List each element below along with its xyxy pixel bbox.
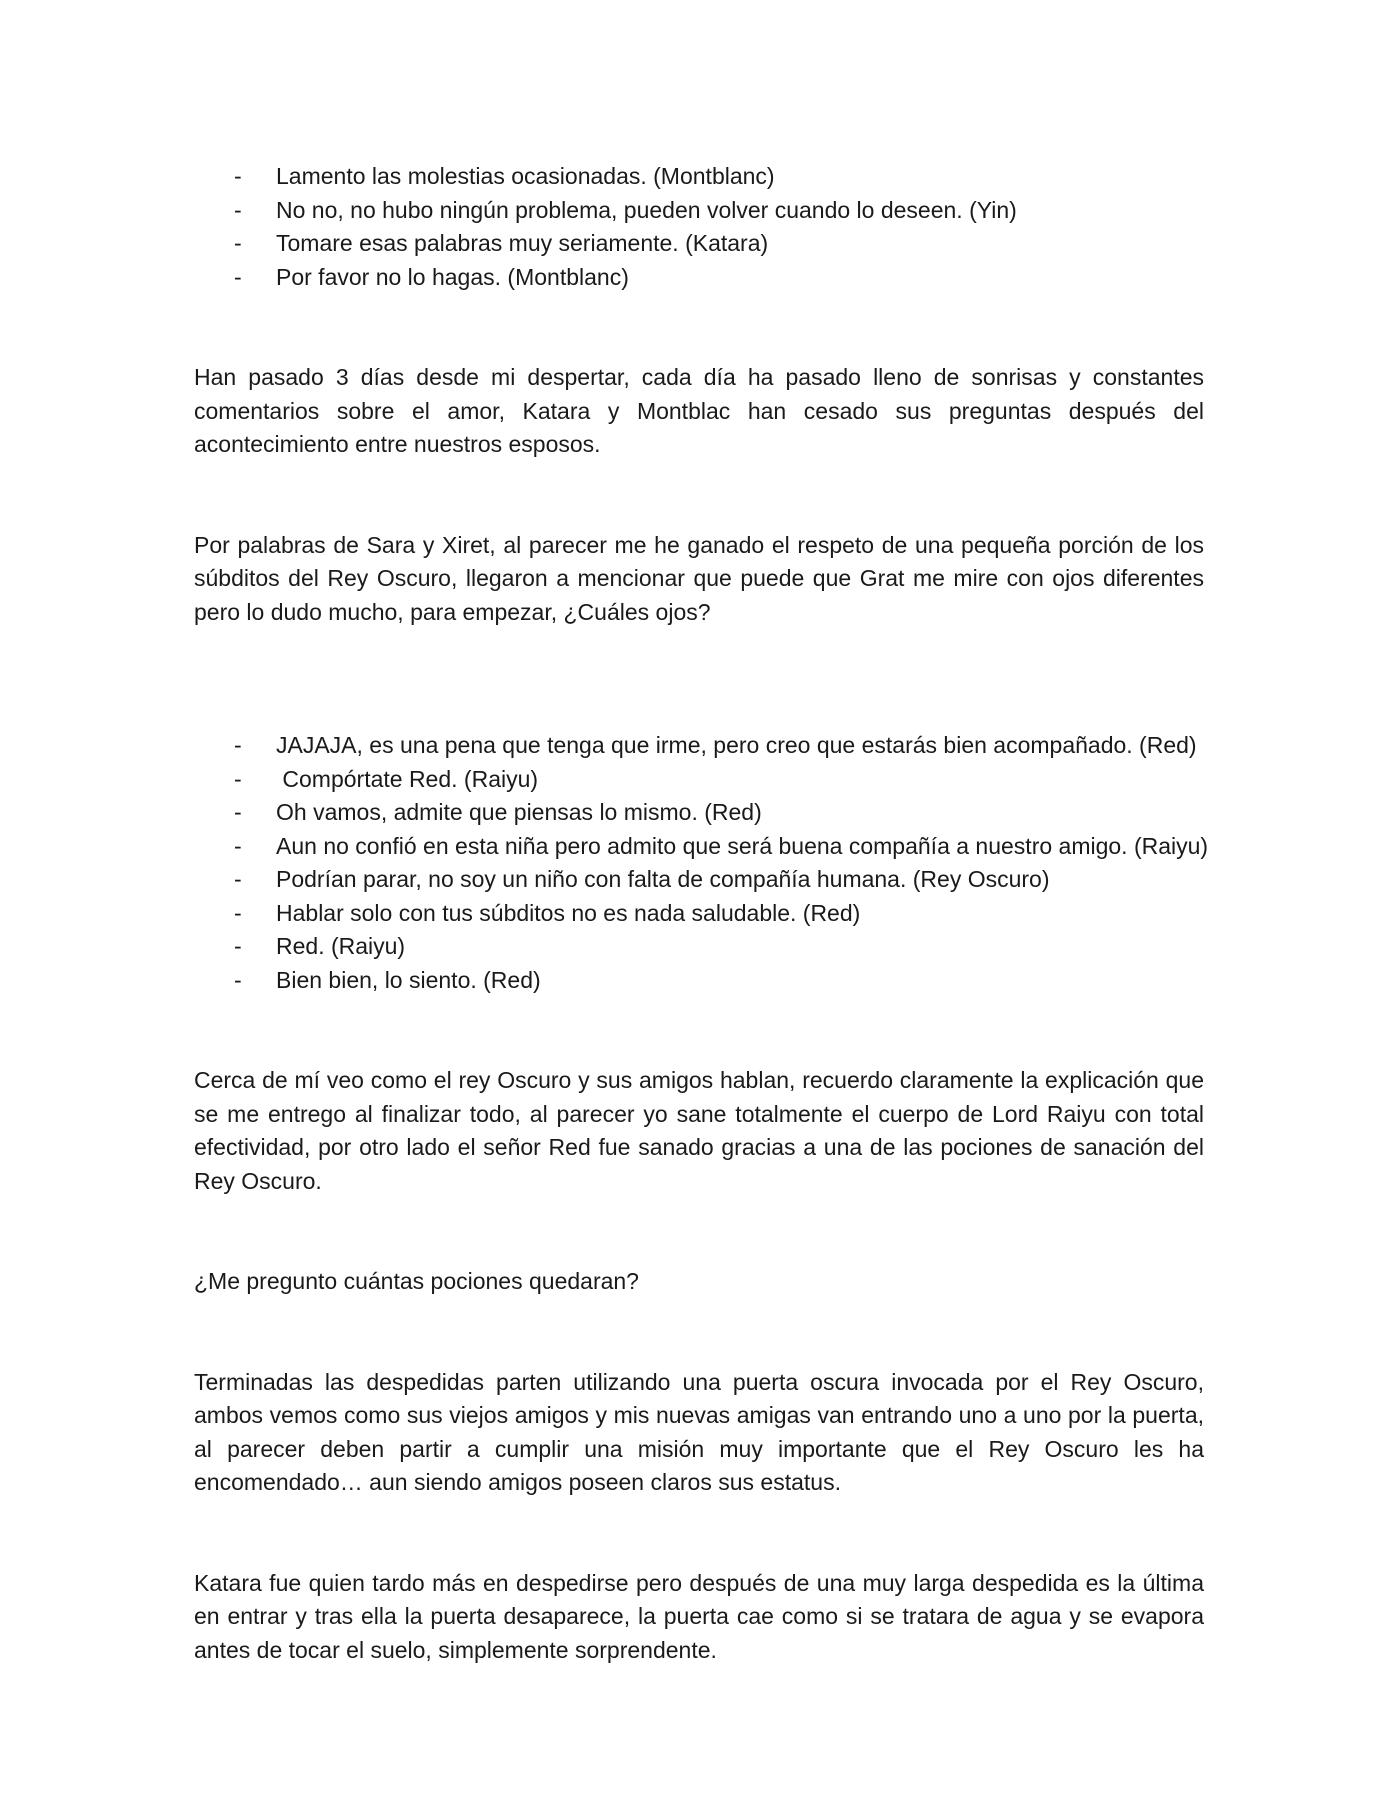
dialogue-line (194, 160, 1204, 194)
dash-bullet: - (234, 866, 242, 892)
dialogue-text: Podrían parar, no soy un niño con falta de compañía humana. (Rey Oscuro) (276, 866, 1050, 892)
page-content (194, 160, 1209, 1667)
dialogue-line (194, 930, 1204, 964)
dash-bullet: - (234, 799, 242, 825)
dialogue-line (194, 261, 1204, 295)
paragraph: Por palabras de Sara y Xiret, al parecer me he ganado el respeto de una pequeña porción de los súbditos del Rey Oscuro, llegaron a mencionar que puede que Grat me mire con ojos diferentes pero lo dudo mucho, para empezar, ¿Cuáles ojos? (194, 531, 1204, 625)
paragraph: Han pasado 3 días desde mi despertar, cada día ha pasado lleno de sonrisas y constantes comentarios sobre el amor, Katara y Montblac han cesado sus preguntas después del acontecimiento entre nuestros esposos. (194, 364, 1204, 457)
dialogue-text: Lamento las molestias ocasionadas. (Montblanc) (276, 163, 775, 189)
dialogue-line (194, 796, 1204, 830)
dialogue-text: Compórtate Red. (Raiyu) (276, 765, 539, 792)
dialogue-line (194, 964, 1204, 998)
dialogue-text: Red. (Raiyu) (276, 933, 406, 959)
dialogue-text: Aun no confió en esta niña pero admito que será buena compañía a nuestro amigo. (Raiyu) (276, 832, 1209, 859)
dash-bullet: - (234, 899, 242, 926)
paragraph: Katara fue quien tardo más en despedirse pero después de una muy larga despedida es la última en entrar y tras ella la puerta desaparece, la puerta cae como si se tratara de agua y se evapora antes de tocar el suelo, simplemente sorprendente. (194, 1569, 1204, 1663)
dialogue-line (194, 227, 1204, 261)
dialogue-line (194, 830, 1209, 864)
dash-bullet: - (234, 230, 242, 256)
dialogue-text: Por favor no lo hagas. (Montblanc) (276, 263, 629, 290)
paragraph: Cerca de mí veo como el rey Oscuro y sus amigos hablan, recuerdo claramente la explicación que se me entrego al finalizar todo, al parecer yo sane totalmente el cuerpo de Lord Raiyu con total efectividad, por otro lado el señor Red fue sanado gracias a una de las pociones de sanación del Rey Oscuro. (194, 1067, 1204, 1194)
dash-bullet: - (234, 832, 242, 859)
dialogue-line (194, 863, 1204, 897)
paragraph: ¿Me pregunto cuántas pociones quedaran? (194, 1268, 639, 1294)
dash-bullet: - (234, 732, 242, 758)
dialogue-line (194, 897, 1204, 931)
dialogue-list-1 (194, 160, 1204, 294)
dialogue-text: No no, no hubo ningún problema, pueden volver cuando lo deseen. (Yin) (276, 196, 1017, 223)
dash-bullet: - (234, 196, 242, 223)
paragraph: Terminadas las despedidas parten utilizando una puerta oscura invocada por el Rey Oscuro, ambos vemos como sus viejos amigos y mis nuevas amigas van entrando uno a uno por la puerta, al parecer deben partir a cumplir una misión muy importante que el Rey Oscuro les ha encomendado… aun siendo amigos poseen claros sus estatus. (194, 1368, 1204, 1495)
dialogue-line (194, 763, 1204, 797)
dialogue-line (194, 729, 1204, 763)
dialogue-text: Oh vamos, admite que piensas lo mismo. (Red) (276, 799, 762, 825)
dialogue-text: Tomare esas palabras muy seriamente. (Katara) (276, 230, 769, 256)
dash-bullet: - (234, 966, 242, 993)
dialogue-line (194, 194, 1204, 228)
dialogue-text: JAJAJA, es una pena que tenga que irme, pero creo que estarás bien acompañado. (Red) (276, 732, 1197, 758)
dash-bullet: - (234, 765, 242, 792)
dash-bullet: - (234, 263, 242, 290)
dialogue-text: Hablar solo con tus súbditos no es nada saludable. (Red) (276, 899, 861, 926)
dash-bullet: - (234, 163, 242, 189)
dash-bullet: - (234, 933, 242, 959)
dialogue-text: Bien bien, lo siento. (Red) (276, 966, 541, 993)
dialogue-list-2 (194, 729, 1209, 997)
